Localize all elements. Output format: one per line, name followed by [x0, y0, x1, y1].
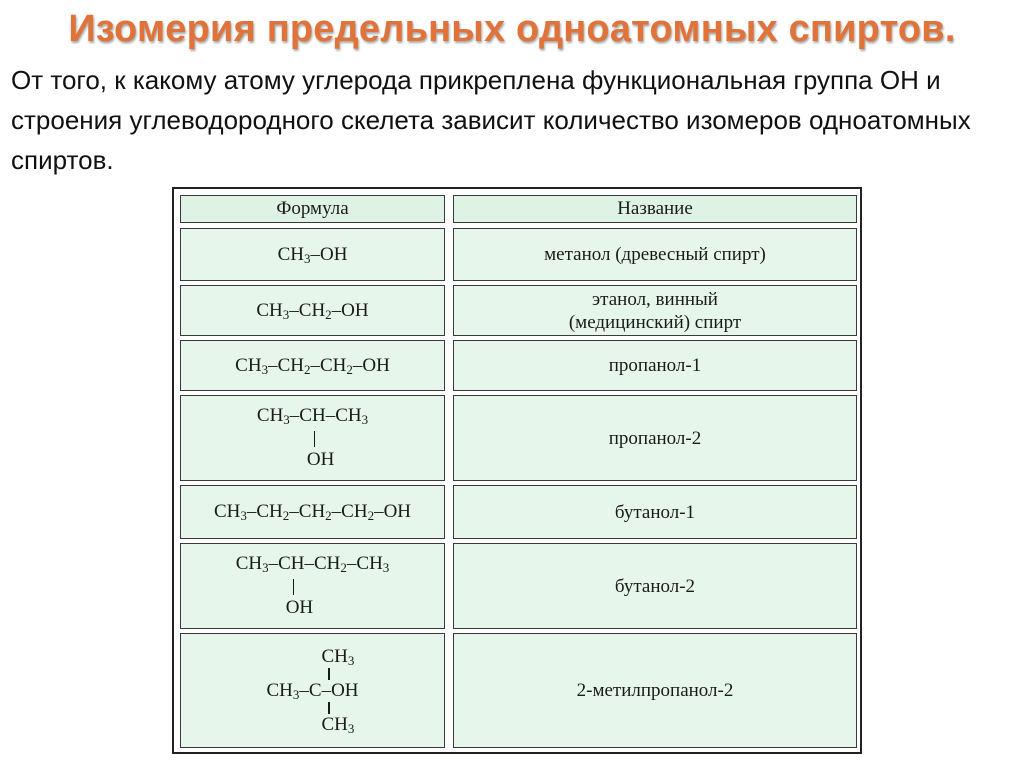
- isomer-table: [172, 187, 862, 754]
- formula-cell-7: [180, 633, 445, 748]
- name-butanol-1: бутанол-1: [614, 501, 696, 523]
- formula-cell-3: [180, 340, 445, 391]
- name-cell-1: [453, 228, 857, 281]
- name-cell-5: [453, 485, 857, 539]
- formula-butanol-1: $CH_3-CH_2-CH_2-CH_2-OH$: [213, 501, 412, 523]
- formula-cell-1: [180, 228, 445, 281]
- name-cell-7: [453, 633, 857, 748]
- name-butanol-2: бутанол-2: [614, 575, 696, 597]
- formula-ethanol: $CH_3-CH_2-OH$: [256, 299, 369, 322]
- formula-cell-4: [180, 395, 445, 481]
- name-ethanol-line2: (медицинский) спирт: [568, 311, 742, 333]
- header-formula: Формула: [180, 195, 445, 223]
- name-methanol: метанол (древесный спирт): [544, 244, 766, 265]
- formula-2-methylpropanol-2: $CH_3$ $CH_3-C-OH$ $CH_3$: [266, 645, 359, 736]
- header-name: Название: [453, 195, 857, 223]
- name-propanol-1: пропанол-1: [608, 355, 702, 376]
- formula-cell-6: [180, 543, 445, 629]
- formula-butanol-2: $CH_3-CH-CH_2-CH_3$ OH: [235, 553, 390, 618]
- name-cell-2: [453, 285, 857, 336]
- name-cell-4: [453, 395, 857, 481]
- slide-body-text: От того, к какому атому углерода прикреплена функциональная группа ОН и строения углеводородного скелета зависит количество изомеров одноатомных спиртов.: [11, 65, 971, 175]
- name-2-methylpropanol-2: 2-метилпропанол-2: [576, 680, 734, 701]
- formula-cell-2: [180, 285, 445, 336]
- formula-propanol-1: $CH_3-CH_2-CH_2-OH$: [235, 354, 390, 377]
- name-ethanol-line1: этанол, винный: [592, 288, 718, 310]
- name-cell-3: [453, 340, 857, 391]
- formula-cell-5: [180, 485, 445, 539]
- formula-methanol: $CH_3-OH$: [277, 243, 348, 266]
- formula-propanol-2: $CH_3-CH-CH_3$ OH: [256, 405, 369, 470]
- name-propanol-2: пропанол-2: [608, 427, 702, 449]
- slide-title: Изомерия предельных одноатомных спиртов.: [68, 8, 956, 50]
- name-cell-6: [453, 543, 857, 629]
